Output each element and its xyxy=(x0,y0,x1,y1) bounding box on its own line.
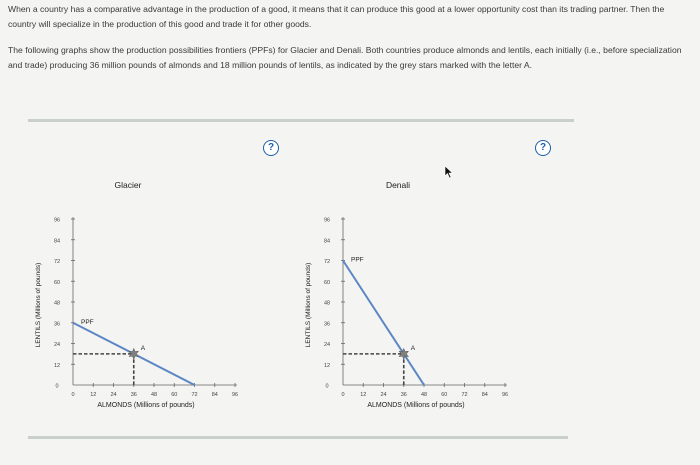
y-tick-label: 12 xyxy=(323,362,331,369)
y-tick-label: 36 xyxy=(323,321,331,328)
x-tick-label: 96 xyxy=(501,392,509,398)
x-axis-title: ALMONDS (Millions of pounds) xyxy=(97,402,195,409)
chart-title: Denali xyxy=(385,180,411,190)
y-tick-label: 60 xyxy=(323,279,331,286)
bottom-divider xyxy=(28,436,568,439)
y-tick-label: 0 xyxy=(55,383,59,390)
ppf-label: PPF xyxy=(351,256,364,264)
help-icon[interactable]: ? xyxy=(535,140,551,156)
y-tick-label: 72 xyxy=(323,259,331,265)
top-divider xyxy=(28,119,574,122)
y-tick-label: 36 xyxy=(53,321,61,328)
y-tick-label: 60 xyxy=(53,279,61,286)
ppf-label: PPF xyxy=(81,318,94,326)
point-a-label: A xyxy=(410,344,416,352)
x-tick-label: 48 xyxy=(150,392,158,398)
y-tick-label: 84 xyxy=(323,238,331,245)
x-tick-label: 36 xyxy=(400,392,407,398)
x-tick-label: 24 xyxy=(380,392,387,398)
intro-paragraph: When a country has a comparative advantage in the production of a good, it means that it can produce this good at a lower opportunity cost than its trading partner. Then the country will specialize in the production of this good and trade it for other goods. xyxy=(8,4,665,29)
x-tick-label: 72 xyxy=(461,392,468,398)
x-tick-label: 84 xyxy=(481,392,488,398)
x-tick-label: 12 xyxy=(90,392,97,398)
y-tick-label: 96 xyxy=(323,217,331,224)
x-tick-label: 60 xyxy=(441,392,448,398)
x-tick-label: 36 xyxy=(130,392,137,398)
denali-graph-panel xyxy=(298,135,700,425)
x-tick-label: 96 xyxy=(231,392,239,398)
help-icon[interactable]: ? xyxy=(263,140,279,156)
y-tick-label: 96 xyxy=(53,217,61,224)
instructions-paragraph: The following graphs show the production possibilities frontiers (PPFs) for Glacier and Denali. Both countries produce almonds and lentils, each initially (i.e., before specialization and trade) producing 36 million pounds of almonds and 18 million pounds of lentils, as indicated by the grey stars marked with the letter A. xyxy=(8,45,682,70)
y-tick-label: 72 xyxy=(53,259,61,265)
glacier-ppf-chart[interactable] xyxy=(28,135,268,425)
y-tick-label: 84 xyxy=(53,238,61,245)
x-tick-label: 0 xyxy=(341,392,345,398)
x-tick-label: 24 xyxy=(110,392,117,398)
x-tick-label: 0 xyxy=(71,392,75,398)
y-tick-label: 24 xyxy=(323,342,331,348)
chart-title: Glacier xyxy=(114,180,142,190)
denali-ppf-chart[interactable] xyxy=(298,135,538,425)
ppf-line xyxy=(343,261,424,386)
y-axis-title: LENTILS (Millions of pounds) xyxy=(35,262,42,348)
x-tick-label: 12 xyxy=(360,392,367,398)
x-axis-title: ALMONDS (Millions of pounds) xyxy=(367,402,465,409)
x-tick-label: 84 xyxy=(211,392,218,398)
y-tick-label: 12 xyxy=(53,362,61,369)
mouse-cursor-icon xyxy=(444,165,454,179)
x-tick-label: 72 xyxy=(191,392,198,398)
y-tick-label: 24 xyxy=(53,342,61,348)
x-tick-label: 48 xyxy=(420,392,428,398)
y-tick-label: 0 xyxy=(325,383,329,390)
y-axis-title: LENTILS (Millions of pounds) xyxy=(305,262,312,348)
point-a-label: A xyxy=(140,344,146,352)
x-tick-label: 60 xyxy=(171,392,178,398)
y-tick-label: 48 xyxy=(53,300,61,307)
y-tick-label: 48 xyxy=(323,300,331,307)
